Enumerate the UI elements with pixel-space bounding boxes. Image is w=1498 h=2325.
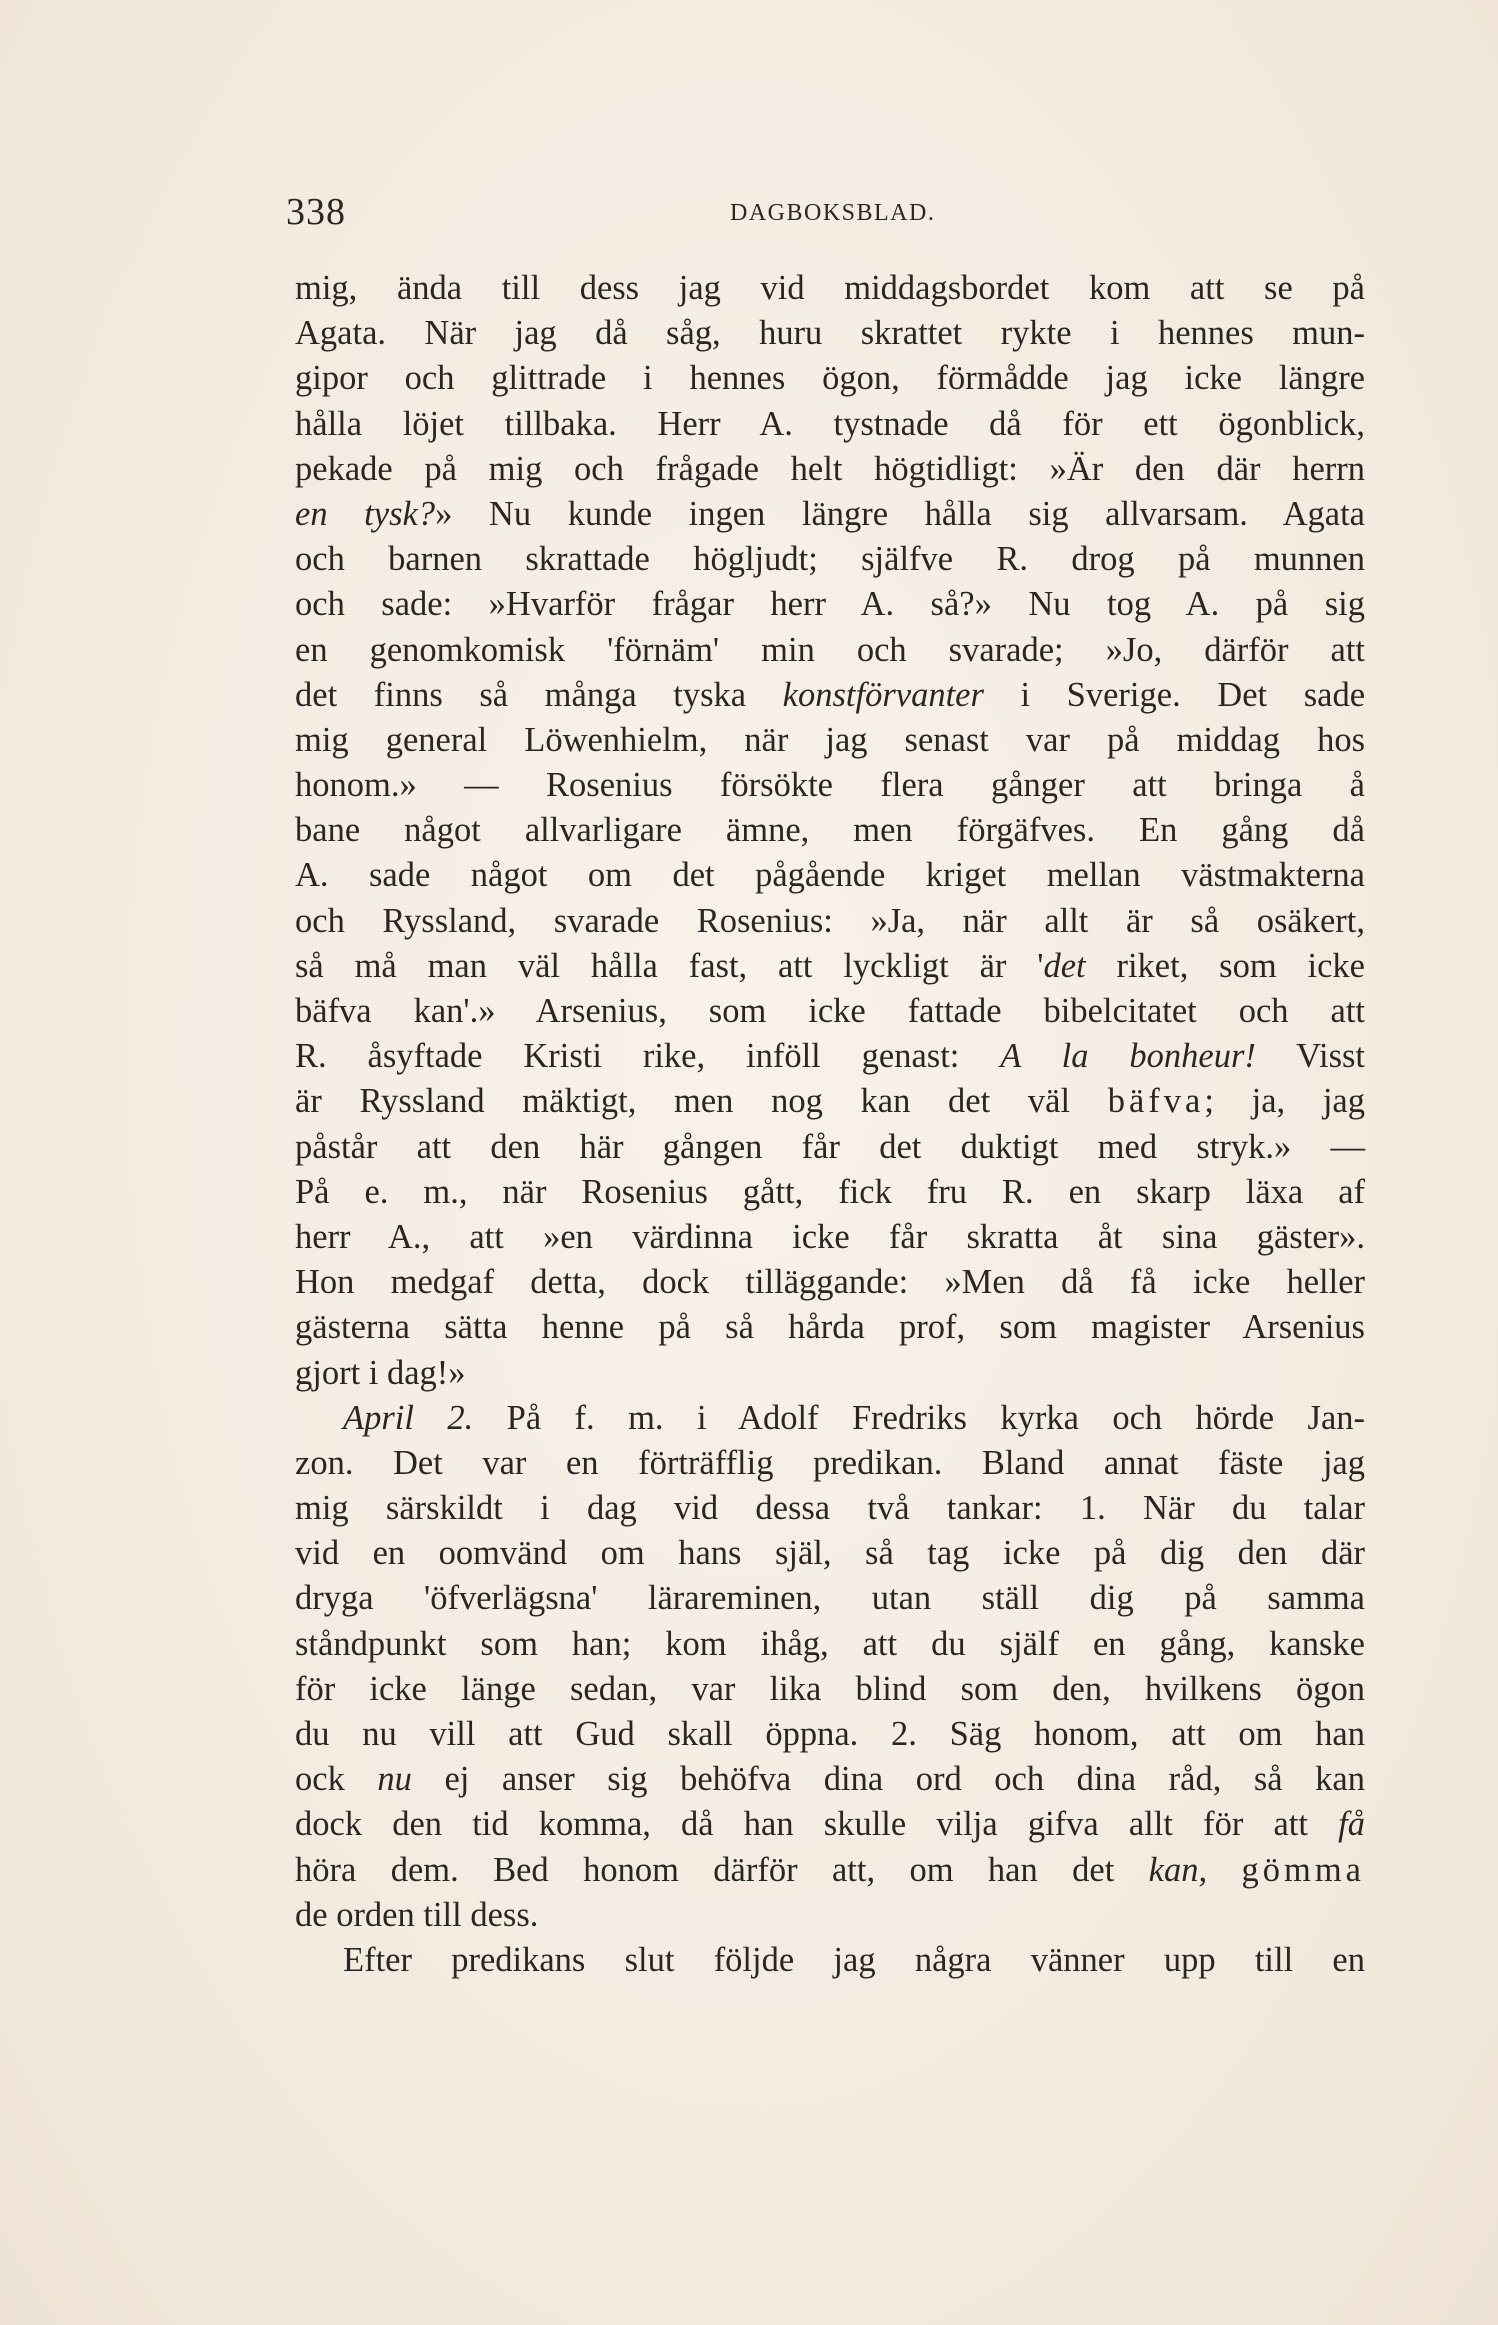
- italic-text: A la bonheur!: [1000, 1037, 1256, 1076]
- italic-text: kan,: [1148, 1850, 1208, 1889]
- page-number: 338: [286, 191, 346, 233]
- italic-text: det: [1043, 946, 1086, 985]
- text-segment: ock: [295, 1760, 378, 1799]
- text-segment: dock den tid komma, då han skulle vilja gifva allt för att: [295, 1805, 1339, 1844]
- text-line: mig general Löwenhielm, när jag senast var på middag hos: [295, 720, 1365, 759]
- text-segment: ; ja, jag: [1204, 1082, 1365, 1121]
- text-line: [295, 1757, 1365, 1802]
- text-line: herr A., att »en värdinna icke får skratta åt sina gäster».: [295, 1217, 1365, 1256]
- text-line: bane något allvarligare ämne, men förgäfves. En gång då: [295, 811, 1365, 850]
- text-line: hålla löjet tillbaka. Herr A. tystnade då för ett ögonblick,: [295, 404, 1365, 443]
- text-line: zon. Det var en förträfflig predikan. Bland annat fäste jag: [295, 1443, 1365, 1482]
- text-line: vid en oomvänd om hans själ, så tag icke på dig den där: [295, 1534, 1365, 1573]
- text-line: Agata. När jag då såg, huru skrattet rykte i hennes mun-: [295, 314, 1365, 353]
- text-segment: På f. m. i Adolf Fredriks kyrka och hörde Jan-: [473, 1398, 1365, 1437]
- text-line: mig särskildt i dag vid dessa två tankar: 1. När du talar: [295, 1489, 1365, 1528]
- running-head: DAGBOKSBLAD.: [730, 200, 936, 226]
- text-line: [295, 492, 1365, 537]
- spaced-text: bäfva: [1107, 1082, 1205, 1121]
- text-line: gipor och glittrade i hennes ögon, förmådde jag icke längre: [295, 359, 1365, 398]
- text-segment: riket, som icke: [1085, 946, 1365, 985]
- text-line: mig, ända till dess jag vid middagsbordet kom att se på: [295, 269, 1365, 307]
- text-line: gjort i dag!»: [295, 1353, 466, 1392]
- italic-text: April 2.: [343, 1398, 474, 1437]
- text-line: pekade på mig och frågade helt högtidligt: »Är den där herrn: [295, 449, 1365, 488]
- text-line: ståndpunkt som han; kom ihåg, att du själf en gång, kanske: [295, 1624, 1365, 1663]
- text-segment: R. åsyftade Kristi rike, inföll genast:: [295, 1037, 1001, 1076]
- text-line: [295, 673, 1365, 718]
- italic-text: en tysk?: [295, 494, 436, 533]
- text-line: A. sade något om det pågående kriget mellan västmakterna: [295, 856, 1365, 895]
- text-line: och sade: »Hvarför frågar herr A. så?» Nu tog A. på sig: [295, 585, 1365, 624]
- text-line: [295, 1079, 1365, 1124]
- body-text: [295, 266, 1365, 1983]
- text-line: Efter predikans slut följde jag några vänner upp till en: [343, 1940, 1365, 1979]
- italic-text: nu: [377, 1760, 412, 1799]
- text-line: dryga 'öfverlägsna' lärareminen, utan ställ dig på samma: [295, 1579, 1365, 1618]
- text-segment: i Sverige. Det sade: [983, 675, 1366, 714]
- text-line: Hon medgaf detta, dock tilläggande: »Men då få icke heller: [295, 1263, 1365, 1302]
- text-segment: det finns så många tyska: [295, 675, 783, 714]
- italic-text: få: [1338, 1805, 1365, 1844]
- text-line: och barnen skrattade högljudt; själfve R. drog på munnen: [295, 540, 1365, 579]
- text-line: de orden till dess.: [295, 1895, 539, 1934]
- text-line: honom.» — Rosenius försökte flera gånger att bringa å: [295, 766, 1365, 805]
- text-segment: är Ryssland mäktigt, men nog kan det väl: [295, 1082, 1108, 1121]
- text-line: påstår att den här gången får det duktigt med stryk.» —: [295, 1127, 1365, 1166]
- text-line: och Ryssland, svarade Rosenius: »Ja, när allt är så osäkert,: [295, 901, 1365, 940]
- page-header: [286, 190, 1366, 240]
- text-segment: höra dem. Bed honom därför att, om han det: [295, 1850, 1149, 1889]
- spaced-text: gömma: [1241, 1850, 1365, 1889]
- text-segment: Visst: [1255, 1037, 1366, 1076]
- text-segment: så må man väl hålla fast, att lyckligt är ': [295, 946, 1044, 985]
- text-line: en genomkomisk 'förnäm' min och svarade; »Jo, därför att: [295, 630, 1365, 669]
- text-line: På e. m., när Rosenius gått, fick fru R. en skarp läxa af: [295, 1172, 1365, 1211]
- text-line: för icke länge sedan, var lika blind som den, hvilkens ögon: [295, 1669, 1365, 1708]
- text-line: bäfva kan'.» Arsenius, som icke fattade bibelcitatet och att: [295, 992, 1365, 1030]
- text-line: [295, 1034, 1365, 1079]
- text-segment: » Nu kunde ingen längre hålla sig allvarsam. Agata: [435, 494, 1365, 533]
- text-line: [295, 944, 1365, 989]
- text-line: gästerna sätta henne på så hårda prof, som magister Arsenius: [295, 1308, 1365, 1347]
- text-line: [295, 1848, 1365, 1893]
- text-segment: ej anser sig behöfva dina ord och dina råd, så kan: [411, 1760, 1365, 1799]
- italic-text: konstförvanter: [782, 675, 984, 714]
- text-line: [295, 1396, 1365, 1441]
- text-segment: [1207, 1851, 1241, 1889]
- text-line: [295, 1802, 1365, 1847]
- text-line: du nu vill att Gud skall öppna. 2. Säg honom, att om han: [295, 1715, 1365, 1753]
